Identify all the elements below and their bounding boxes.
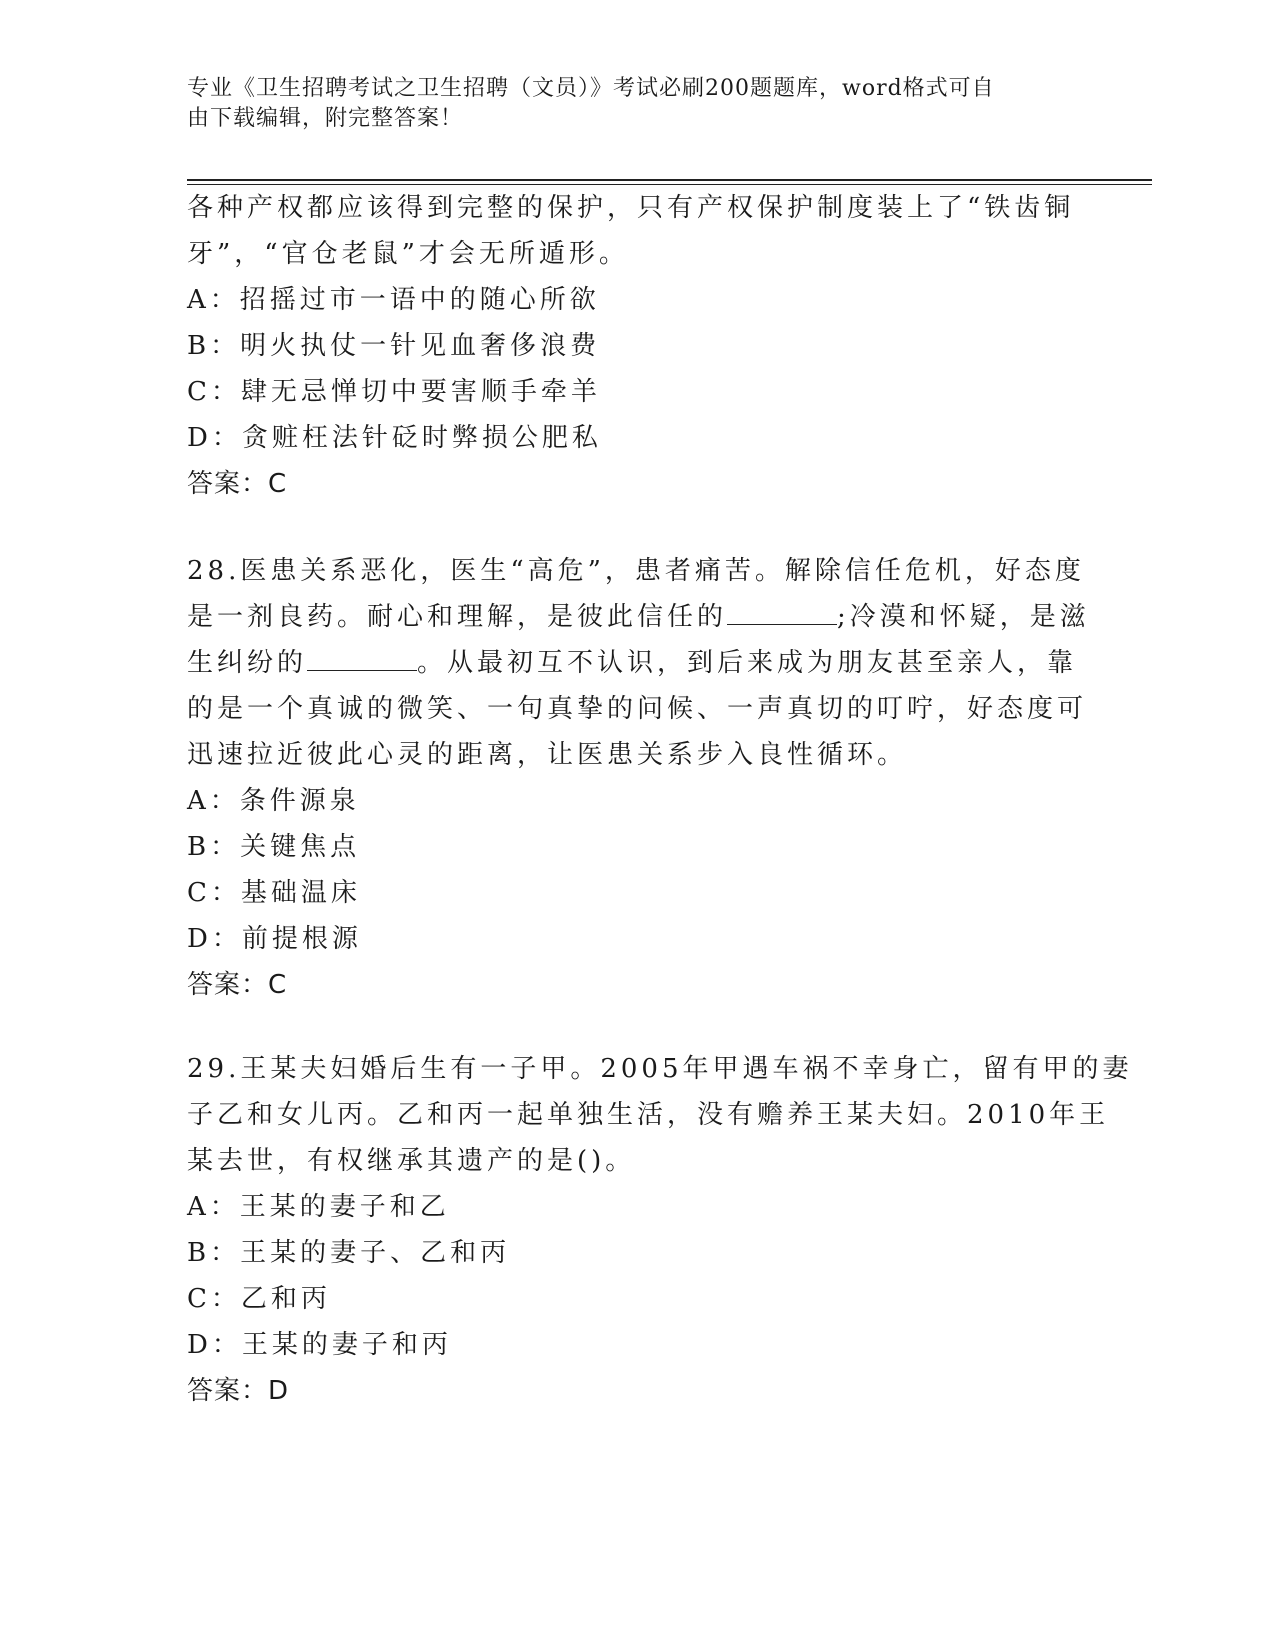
q27-option-c: C：肆无忌惮切中要害顺手牵羊 <box>187 377 601 407</box>
q28-stem-line-1: 28.医患关系恶化，医生“高危”，患者痛苦。解除信任危机，好态度 <box>187 556 1085 586</box>
q27-option-d: D：贪赃枉法针砭时弊损公肥私 <box>187 423 602 453</box>
document-header <box>187 74 1067 134</box>
q29-answer: 答案：D <box>187 1376 290 1406</box>
q28-stem-line-2-part-2: ;冷漠和怀疑，是滋 <box>837 602 1090 632</box>
question-29 <box>187 1046 1133 1414</box>
q28-stem-line-2-part-1: 是一剂良药。耐心和理解，是彼此信任的 <box>187 602 728 632</box>
q29-option-c: C：乙和丙 <box>187 1284 331 1314</box>
q28-option-a: A：条件源泉 <box>187 786 360 816</box>
q27-option-b: B：明火执仗一针见血奢侈浪费 <box>187 331 601 361</box>
header-line-2: 由下载编辑，附完整答案！ <box>187 106 464 131</box>
q28-stem-line-5: 迅速拉近彼此心灵的距离，让医患关系步入良性循环。 <box>187 740 908 770</box>
q27-option-a: A：招摇过市一语中的随心所欲 <box>187 285 600 315</box>
q29-option-b: B：王某的妻子、乙和丙 <box>187 1238 511 1268</box>
q27-stem-line-1: 各种产权都应该得到完整的保护，只有产权保护制度装上了“铁齿铜 <box>187 193 1075 223</box>
q28-stem-line-4: 的是一个真诚的微笑、一句真挚的问候、一声真切的叮咛，好态度可 <box>187 694 1088 724</box>
question-27 <box>187 185 1087 507</box>
q28-option-c: C：基础温床 <box>187 878 361 908</box>
q28-answer: 答案：C <box>187 970 288 1000</box>
q28-stem-line-3-part-2: 。从最初互不认识，到后来成为朋友甚至亲人，靠 <box>417 648 1078 678</box>
q28-option-b: B：关键焦点 <box>187 832 361 862</box>
q29-stem-line-3: 某去世，有权继承其遗产的是()。 <box>187 1146 636 1176</box>
question-28 <box>187 548 1090 1008</box>
q28-stem-line-3-part-1: 生纠纷的 <box>187 648 308 678</box>
q27-answer: 答案：C <box>187 469 288 499</box>
header-divider-thick <box>187 179 1152 181</box>
q28-blank-2 <box>307 646 417 671</box>
q28-blank-1 <box>727 600 837 625</box>
q28-option-d: D：前提根源 <box>187 924 362 954</box>
header-line-1: 专业《卫生招聘考试之卫生招聘（文员）》考试必刷200题题库，word格式可自 <box>187 76 995 101</box>
q29-option-a: A：王某的妻子和乙 <box>187 1192 450 1222</box>
q29-stem-line-2: 子乙和女儿丙。乙和丙一起单独生活，没有赡养王某夫妇。2010年王 <box>187 1100 1110 1130</box>
q28-stem-line-2 <box>187 594 1090 640</box>
q28-stem-line-3 <box>187 640 1087 686</box>
q29-option-d: D：王某的妻子和丙 <box>187 1330 452 1360</box>
q29-stem-line-1: 29.王某夫妇婚后生有一子甲。2005年甲遇车祸不幸身亡，留有甲的妻 <box>187 1054 1133 1084</box>
q27-stem-line-2: 牙”，“官仓老鼠”才会无所遁形。 <box>187 239 629 269</box>
